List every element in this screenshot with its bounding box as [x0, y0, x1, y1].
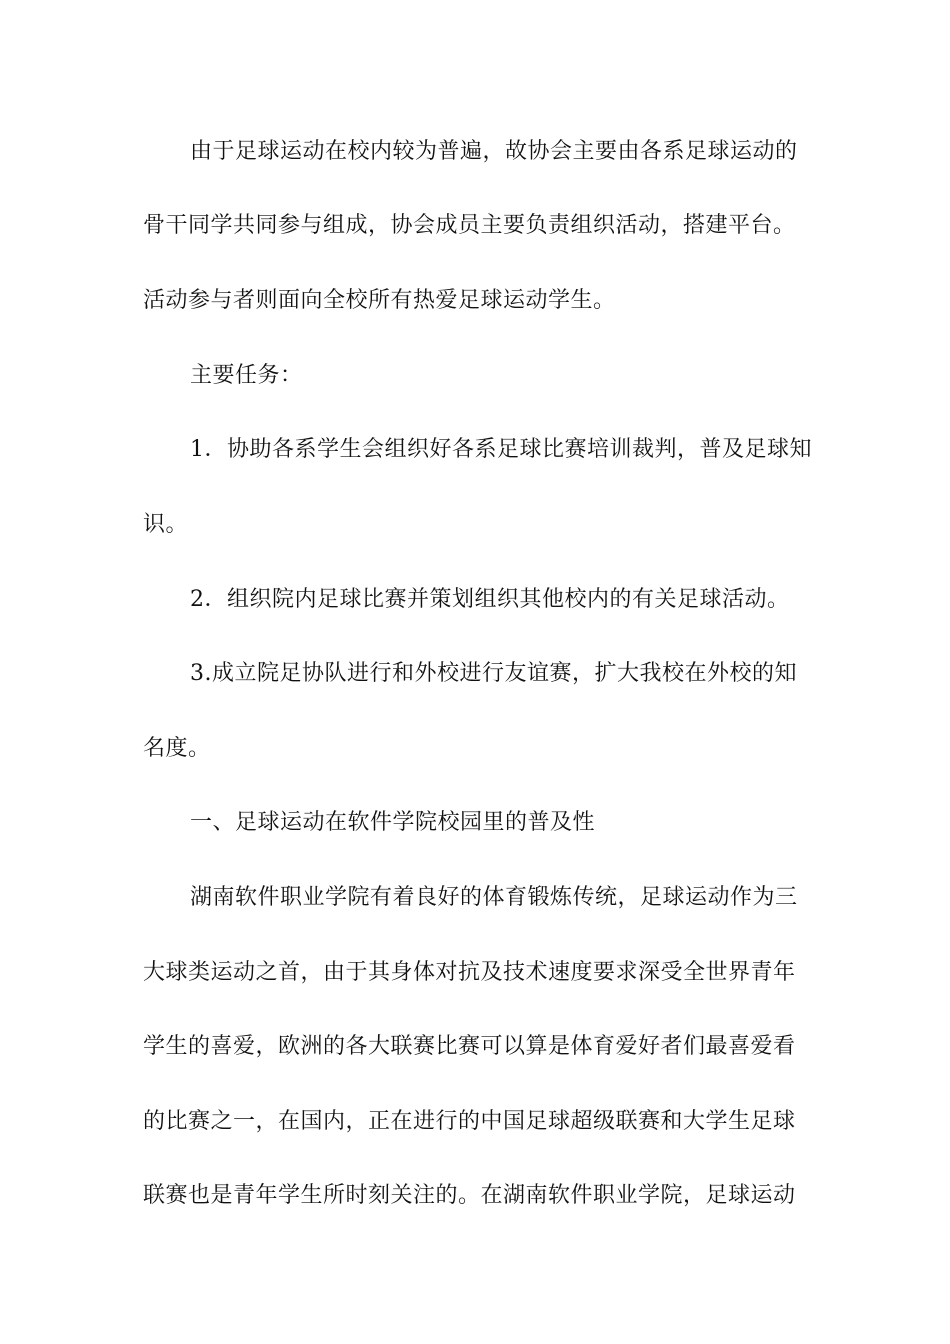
paragraph-2-line-1: 湖南软件职业学院有着良好的体育锻炼传统，足球运动作为三 [190, 885, 798, 910]
paragraph-2-line-2: 大球类运动之首，由于其身体对抗及技术速度要求深受全世界青年 [143, 960, 796, 985]
task-1-line-1: 1．协助各系学生会组织好各系足球比赛培训裁判，普及足球知 [190, 437, 812, 462]
section-heading: 一、足球运动在软件学院校园里的普及性 [190, 810, 596, 835]
paragraph-2-line-3: 学生的喜爱，欧洲的各大联赛比赛可以算是体育爱好者们最喜爱看 [143, 1034, 796, 1059]
task-3-line-2: 名度。 [143, 736, 211, 761]
paragraph-1-line-2: 骨干同学共同参与组成，协会成员主要负责组织活动，搭建平台。 [143, 213, 796, 238]
task-1-line-2: 识。 [143, 512, 189, 537]
paragraph-2-line-4: 的比赛之一，在国内，正在进行的中国足球超级联赛和大学生足球 [143, 1109, 796, 1134]
tasks-heading: 主要任务： [190, 363, 303, 388]
paragraph-2-line-5: 联赛也是青年学生所时刻关注的。在湖南软件职业学院，足球运动 [143, 1183, 796, 1208]
paragraph-1-line-1: 由于足球运动在校内较为普遍，故协会主要由各系足球运动的 [190, 139, 798, 164]
task-3-line-1: 3.成立院足协队进行和外校进行友谊赛，扩大我校在外校的知 [190, 661, 797, 686]
paragraph-1-line-3: 活动参与者则面向全校所有热爱足球运动学生。 [143, 288, 616, 313]
task-2: 2．组织院内足球比赛并策划组织其他校内的有关足球活动。 [190, 587, 790, 612]
